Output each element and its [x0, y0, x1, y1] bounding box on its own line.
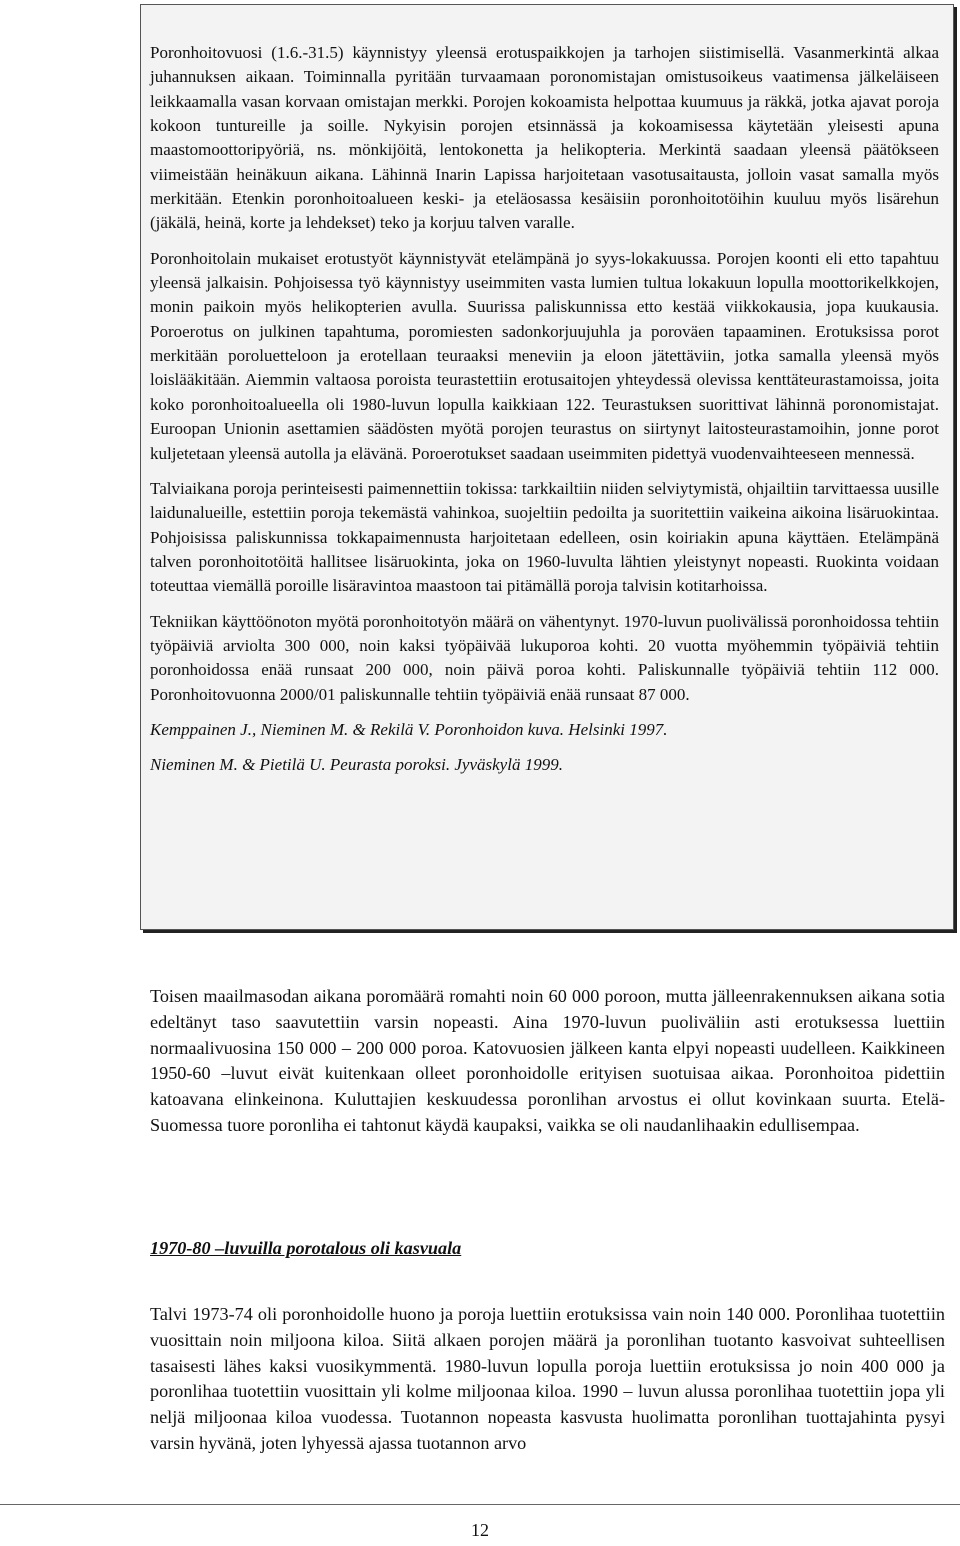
box-paragraph-round-ups: Poronhoitolain mukaiset erotustyöt käynnistyvät etelämpänä jo syys-lokakuussa. Porojen koonti eli etto tapahtuu yleensä jalkaisin. Pohjoisessa työ käynnistyy useimmiten vasta lumien tultua lokakuun lopulla moottorikelkkojen, monin paikoin myös helikopterien avulla. Suurissa paliskunnissa etto kestää viikkokausia, jopa kuukausia. Poroerotus on julkinen tapahtuma, poromiesten sadonkorjuujuhla ja poroväen tapaaminen. Erotuksissa porot merkitään poroluetteloon ja erotellaan teuraaksi meneviin ja eloon jätettäviin, jotka samalla yleensä myös loislääkitään. Aiemmin valtaosa poroista teurastettiin erotusaitojen yhteydessä olevissa kenttäteurastamoissa, joita koko poronhoitoalueella oli 1980-luvun lopulla kaikkiaan 122. Teurastuksen suorittivat lähinnä poronomistajat. Euroopan Unionin asettamien säädösten myötä porojen teurastus on siirtynyt laitosteurastamoihin, jonne porot kuljetetaan yleensä autolla ja elävänä. Poroerotukset saadaan useimmiten pidettyä vuodenvaihteeseen mennessä.	[150, 248, 939, 463]
info-box	[140, 4, 954, 930]
footer-divider	[0, 1504, 960, 1505]
body-paragraph-postwar-text: Toisen maailmasodan aikana poromäärä romahti noin 60 000 poroon, mutta jälleenrakennuksen aikana sotia edeltänyt taso saavutettiin varsin nopeasti. Aina 1970-luvun puoliväliin asti erotuksessa luettiin normaalivuosina 150 000 – 200 000 poroa. Katovuosien jälkeen kanta elpyi nopeasti uudelleen. Kaikkineen 1950-60 –luvut eivät kuitenkaan olleet poronhoidolle erityisen suotuisaa aikaa. Poronhoitoa pidettiin katoavana elinkeinona. Kuluttajien keskuudessa poronlihan arvostus ei ollut kovinkaan suurta. Etelä-Suomessa tuore poronliha ei tahtonut käydä kaupaksi, vaikka se oli naudanlihaakin edullisempaa.	[150, 986, 945, 1135]
body-paragraph-growth-text: Talvi 1973-74 oli poronhoidolle huono ja poroja luettiin erotuksissa vain noin 140 000. Poronlihaa tuotettiin vuosittain noin miljoona kiloa. Siitä alkaen porojen määrä ja poronlihan tuotanto kasvoivat suhteellisen tasaisesti lähes kaksi vuosikymmentä. 1980-luvun lopulla poroja luettiin erotuksissa jo noin 400 000 ja poronlihaa tuotettiin vuosittain yli kolme miljoonaa kiloa. 1990 – luvun alussa poronlihaa tuotettiin jopa yli neljä miljoonaa kiloa vuodessa. Tuotannon nopeasta kasvusta huolimatta poronlihan tuottajahinta pysyi varsin hyvänä, joten lyhyessä ajassa tuotannon arvo	[150, 1304, 945, 1453]
reference-kemppainen: Kemppainen J., Nieminen M. & Rekilä V. Poronhoidon kuva. Helsinki 1997.	[150, 719, 668, 739]
reference-nieminen: Nieminen M. & Pietilä U. Peurasta poroksi. Jyväskylä 1999.	[150, 755, 563, 775]
body-paragraph-growth	[150, 1302, 945, 1457]
body-paragraph-postwar	[150, 984, 945, 1139]
page-number: 12	[471, 1520, 489, 1540]
box-paragraph-winter-herding: Talviaikana poroja perinteisesti paimennettiin tokissa: tarkkailtiin niiden selviytymistä, ohjailtiin tarvittaessa uusille laidunalueille, estettiin poroja tekemästä vahinkoa, suojeltiin pedoilta ja suoritettiin vaikeina aikoina lisäruokintaa. Pohjoisissa paliskunnissa tokkapaimennusta harjoitetaan edelleen, osin koiriakin apuna käyttäen. Etelämpänä talven poronhoitotöitä hallitsee lisäruokinta, joka on 1960-luvulta lähtien yleistynyt nopeasti. Ruokinta voidaan toteuttaa viemällä poroille lisäravintoa maastoon tai pitämällä poroja talvisin kotitarhoissa.	[150, 478, 939, 596]
box-paragraph-reindeer-year: Poronhoitovuosi (1.6.-31.5) käynnistyy yleensä erotuspaikkojen ja tarhojen siistimisellä. Vasanmerkintä alkaa juhannuksen aikaan. Toiminnalla pyritään turvaamaan poronomistajan omistusoikeus vaatimensa jälkeläiseen leikkaamalla vasan korvaan omistajan merkki. Porojen kokoamista helpottaa kuumuus ja räkkä, jotka ajavat poroja kokoon tuntureille ja soille. Nykyisin porojen etsinnässä ja kokoamisessa käytetään yleisesti apuna maastomoottoripyöriä, ns. mönkijöitä, lentokonetta ja helikopteria. Merkintä saadaan yleensä päätökseen viimeistään heinäkuun aikana. Lähinnä Inarin Lapissa harjoitetaan vasotusaitausta, jolloin vasat samalla myös merkitään. Etenkin poronhoitoalueen keski- ja eteläosassa kesäisiin poronhoitotöihin kuuluu myös lisärehun (jäkälä, heinä, korte ja lehdekset) teko ja korjuu talven varalle.	[150, 43, 939, 233]
box-paragraph-workdays: Tekniikan käyttöönoton myötä poronhoitotyön määrä on vähentynyt. 1970-luvun puolivälissä poronhoidossa tehtiin työpäiviä arviolta 300 000, noin kaksi työpäivää lukuporoa kohti. 20 vuotta myöhemmin työpäiviä tehtiin poronhoidossa enää runsaat 200 000, noin päivä poroa kohti. Paliskunnalle työpäiviä tehtiin 112 000. Poronhoitovuonna 2000/01 paliskunnalle tehtiin työpäiviä enää runsaat 87 000.	[150, 611, 939, 704]
section-heading: 1970-80 –luvuilla porotalous oli kasvuala	[150, 1238, 462, 1258]
